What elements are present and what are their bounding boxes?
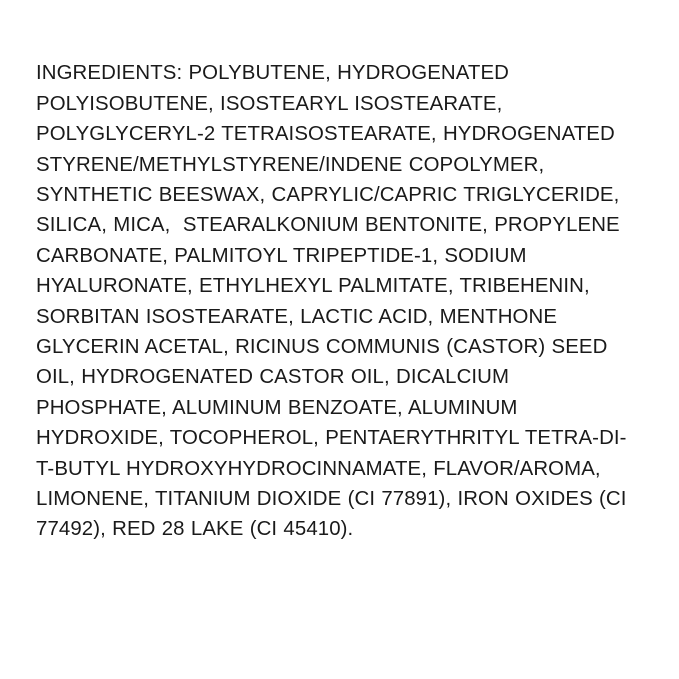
ingredients-list-text: INGREDIENTS: POLYBUTENE, HYDROGENATED POLYISOBUTENE, ISOSTEARYL ISOSTEARATE, POLYGLYCERYL-2 TETRAISOSTEARATE, HYDROGENATED STYRENE/METHYLSTYRENE/INDENE COPOLYMER, SYNTHETIC BEESWAX, CAPRYLIC/CAPRIC TRIGLYCERIDE, SILICA, MICA, STEARALKONIUM BENTONITE, PROPYLENE CARBONATE, PALMITOYL TRIPEPTIDE-1, SODIUM HYALURONATE, ETHYLHEXYL PALMITATE, TRIBEHENIN, SORBITAN ISOSTEARATE, LACTIC ACID, MENTHONE GLYCERIN ACETAL, RICINUS COMMUNIS (CASTOR) SEED OIL, HYDROGENATED CASTOR OIL, DICALCIUM PHOSPHATE, ALUMINUM BENZOATE, ALUMINUM HYDROXIDE, TOCOPHEROL, PENTAERYTHRITYL TETRA-DI-T-BUTYL HYDROXYHYDROCINNAMATE, FLAVOR/AROMA, LIMONENE, TITANIUM DIOXIDE (CI 77891), IRON OXIDES (CI 77492), RED 28 LAKE (CI 45410).	[36, 62, 633, 541]
